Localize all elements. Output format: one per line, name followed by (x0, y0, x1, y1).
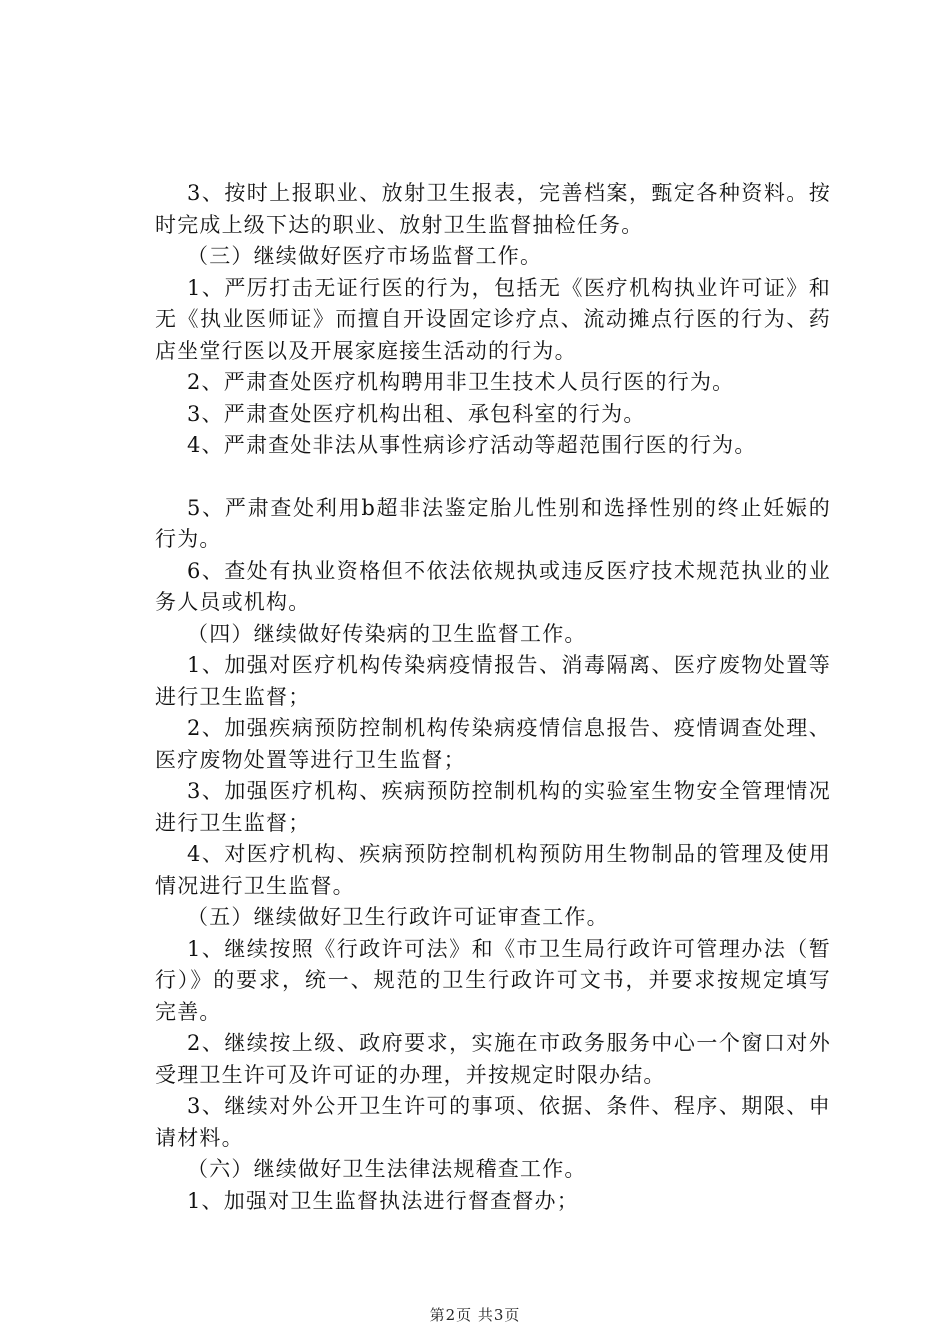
paragraph-item-3-reports: 3、按时上报职业、放射卫生报表，完善档案，甄定各种资料。按时完成上级下达的职业、放射卫生监督抽检任务。 (155, 181, 831, 237)
paragraph-item-1-supervision: 1、加强对卫生监督执法进行督查督办； (187, 1188, 579, 1213)
document-body (155, 178, 831, 1217)
paragraph-item-6-violations: 6、查处有执业资格但不依法依规执或违反医疗技术规范执业的业务人员或机构。 (155, 558, 831, 614)
paragraph-item-1-licensing-law: 1、继续按照《行政许可法》和《市卫生局行政许可管理办法（暂行）》的要求，统一、规范的卫生行政许可文书，并要求按规定填写完善。 (155, 936, 831, 1024)
paragraph-item-1-infection-report: 1、加强对医疗机构传染病疫情报告、消毒隔离、医疗废物处置等进行卫生监督； (155, 653, 831, 709)
paragraph-item-2-cdc-report: 2、加强疾病预防控制机构传染病疫情信息报告、疫情调查处理、医疗废物处置等进行卫生监督； (155, 716, 831, 772)
paragraph-item-1-unlicensed: 1、严厉打击无证行医的行为，包括无《医疗机构执业许可证》和无《执业医师证》而擅自开设固定诊疗点、流动摊点行医的行为、药店坐堂行医以及开展家庭接生活动的行为。 (155, 275, 831, 363)
paragraph-item-2-nonmedical-staff: 2、严肃查处医疗机构聘用非卫生技术人员行医的行为。 (187, 370, 735, 394)
paragraph-item-4-std-clinics: 4、严肃查处非法从事性病诊疗活动等超范围行医的行为。 (187, 433, 757, 457)
section-heading-3: （三）继续做好医疗市场监督工作。 (187, 244, 543, 268)
page-number-footer: 第2页 共3页 (429, 1306, 521, 1324)
paragraph-item-2-service-window: 2、继续按上级、政府要求，实施在市政务服务中心一个窗口对外受理卫生许可及许可证的办理，并按规定时限办结。 (155, 1031, 831, 1087)
section-heading-4: （四）继续做好传染病的卫生监督工作。 (187, 621, 587, 646)
paragraph-item-4-biologics: 4、对医疗机构、疾病预防控制机构预防用生物制品的管理及使用情况进行卫生监督。 (155, 842, 831, 898)
paragraph-item-3-leasing: 3、严肃查处医疗机构出租、承包科室的行为。 (187, 401, 646, 426)
paragraph-item-5-sex-identification: 5、严肃查处利用b超非法鉴定胎儿性别和选择性别的终止妊娠的行为。 (155, 495, 831, 551)
paragraph-gap (155, 462, 831, 493)
section-heading-5: （五）继续做好卫生行政许可证审查工作。 (187, 905, 609, 929)
paragraph-item-3-biosafety: 3、加强医疗机构、疾病预防控制机构的实验室生物安全管理情况进行卫生监督； (155, 779, 831, 835)
section-heading-6: （六）继续做好卫生法律法规稽查工作。 (187, 1157, 587, 1181)
paragraph-item-3-disclosure: 3、继续对外公开卫生许可的事项、依据、条件、程序、期限、申请材料。 (155, 1094, 831, 1150)
